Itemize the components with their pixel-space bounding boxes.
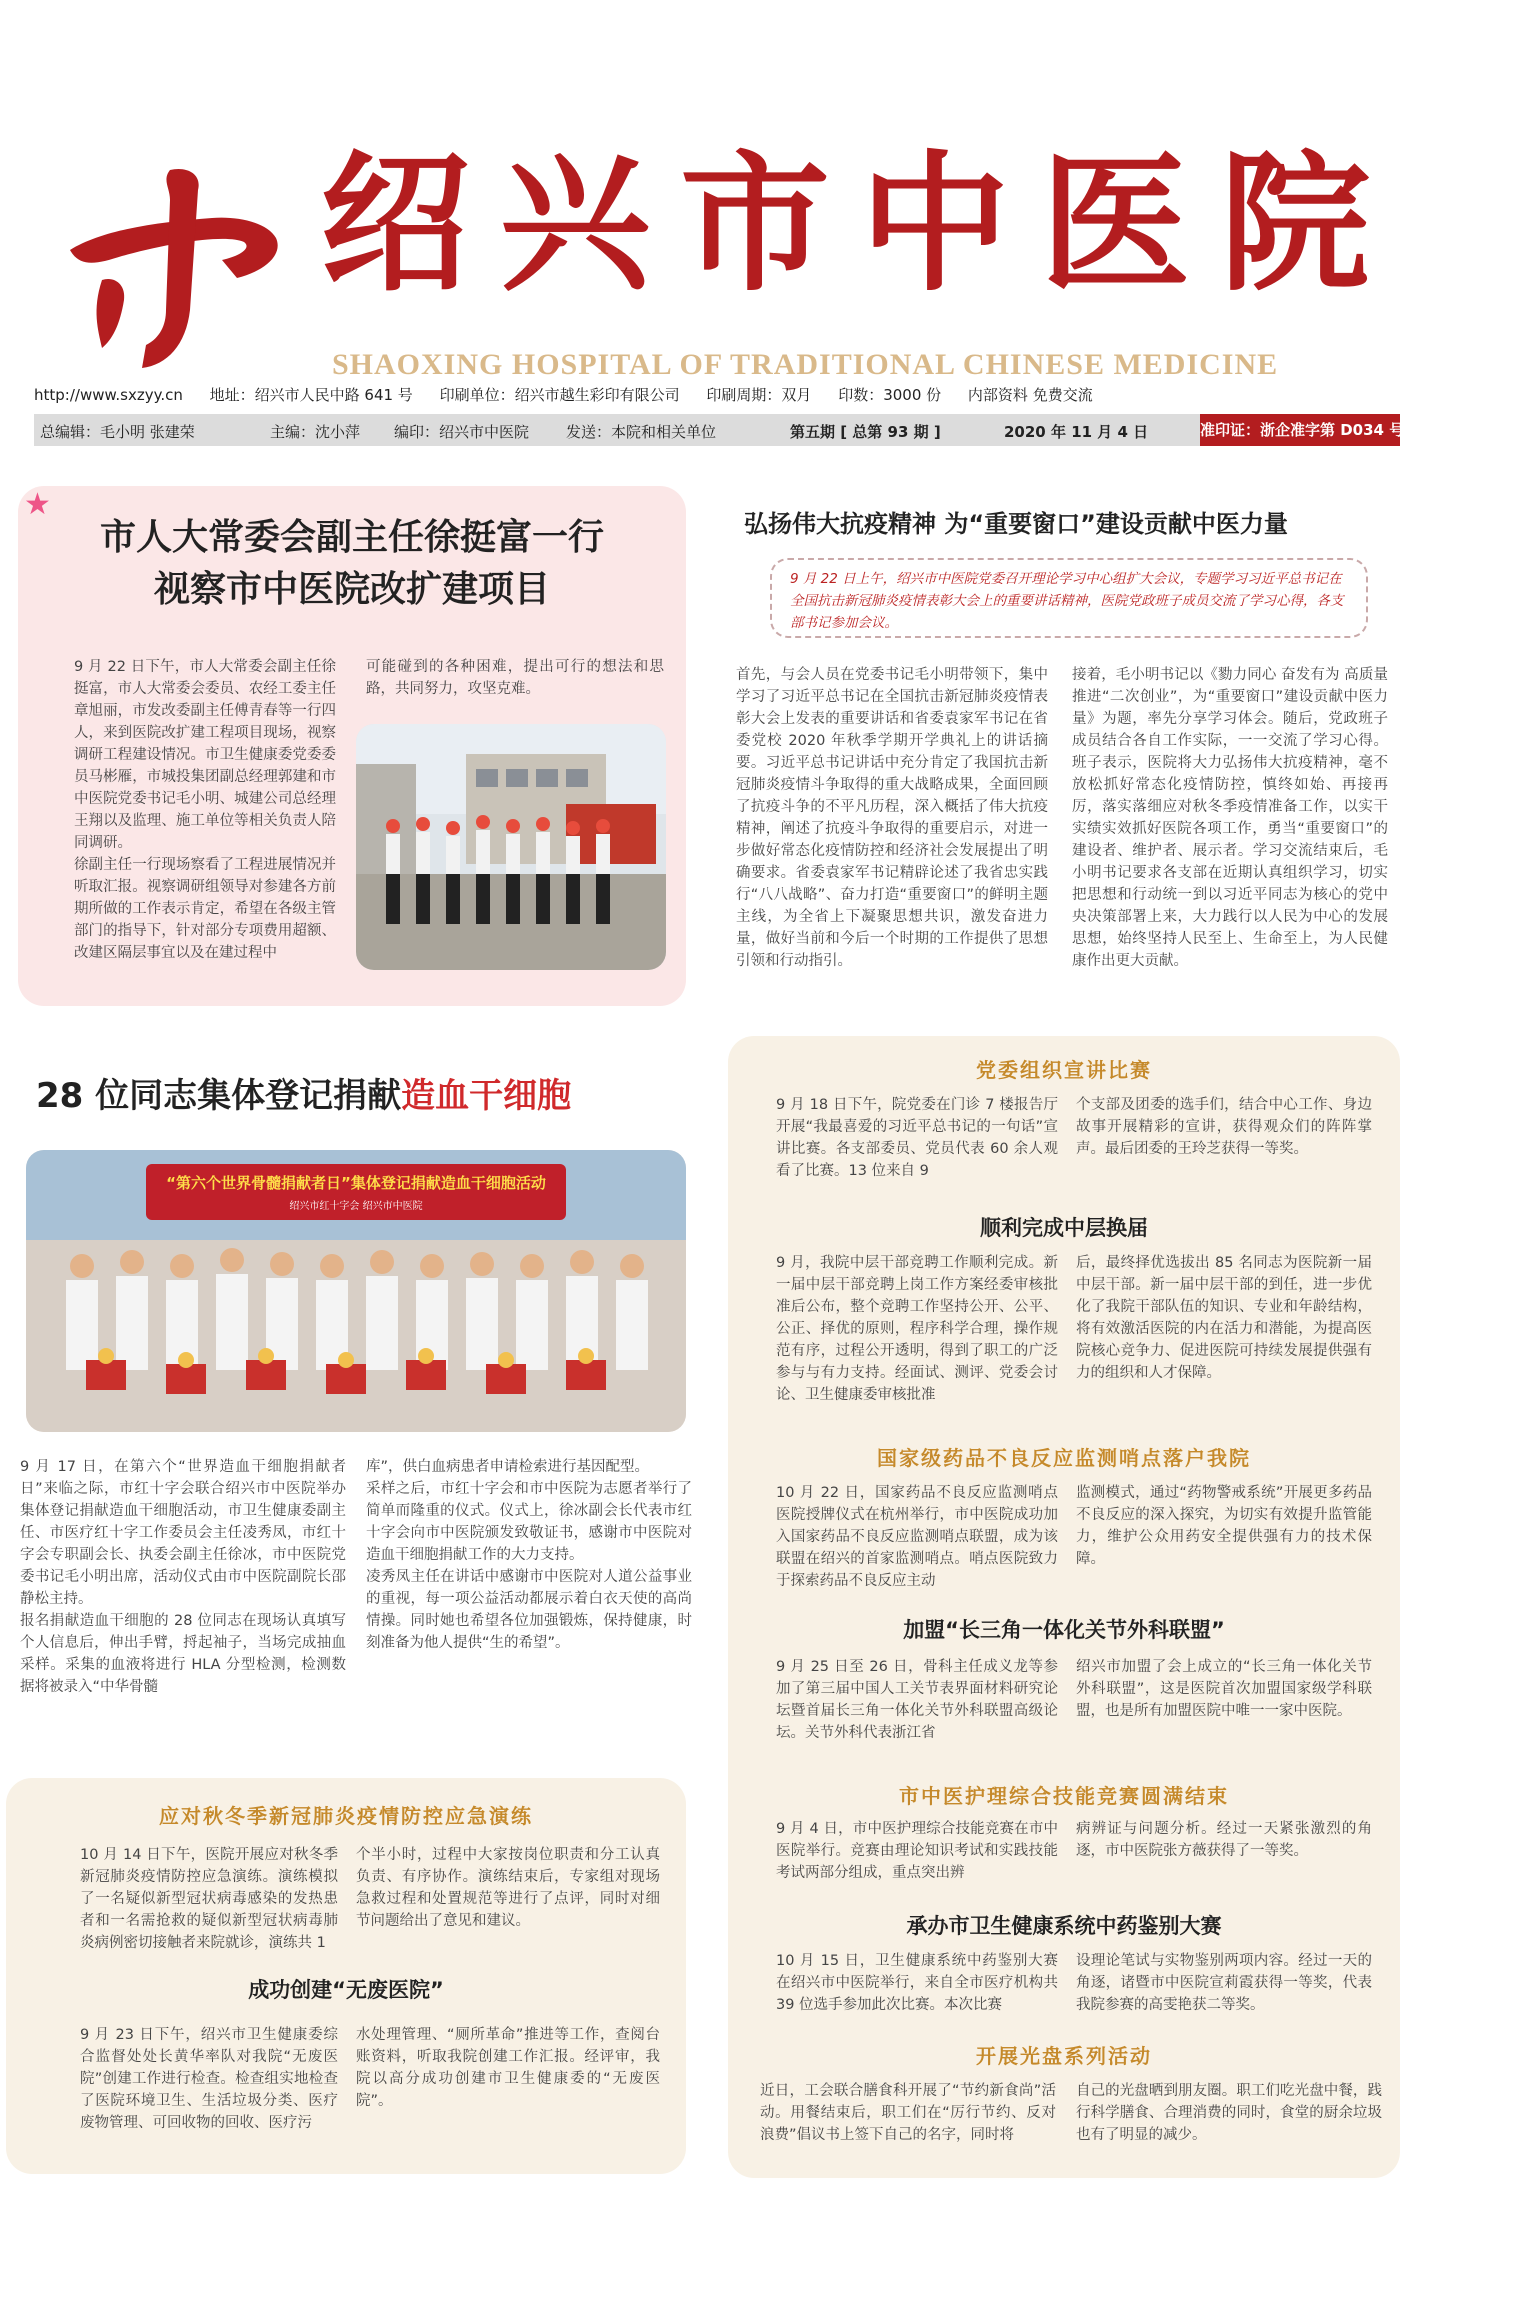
issue-number: 第五期 [ 总第 93 期 ]	[790, 423, 941, 441]
people-crowd-icon	[26, 1240, 686, 1432]
article-guangpan-col2: 自己的光盘晒到朋友圈。职工们吃光盘中餐，践行科学膳食、合理消费的同时，食堂的厨余垃圾也有了明显的减少。	[1076, 2083, 1382, 2143]
masthead-info-row	[34, 384, 1400, 405]
article-yaojian-col2: 设理论笔试与实物鉴别两项内容。经过一天的角逐，诸暨市中医院宣莉霞获得一等奖，代表我院参赛的高雯艳获二等奖。	[1076, 1953, 1372, 2013]
permit-badge: 准印证：浙企准字第 D034 号	[1200, 414, 1400, 446]
article-renda-col1: 9 月 22 日下午，市人大常委会副主任徐挺富，市人大常委会委员、农经工委主任章旭丽，市发改委副主任傅青春等一行四人，来到医院改扩建工程项目现场，视察调研工程建设情况。市卫生健康委党委委员马彬雁，市城投集团副总经理郭建和市中医院党委书记毛小明、城建公司总经理王翔以及监理、施工单位等相关负责人陪同调研。 徐副主任一行现场察看了工程进展情况并听取汇报。视察调研组领导对参建各方前期所做的工作表示肯定，希望在各级主管部门的指导下，针对部分专项费用超额、改建区隔层事宜以及在建过程中	[74, 659, 336, 961]
article-kangyi-summary: 9 月 22 日上午，绍兴市中医院党委召开理论学习中心组扩大会议，专题学习习近平总书记在全国抗击新冠肺炎疫情表彰大会上的重要讲话精神，医院党政班子成员交流了学习心得，各支部书记参加会议。	[770, 558, 1368, 638]
article-lianmeng-col1: 9 月 25 日至 26 日，骨科主任成义龙等参加了第三届中国人工关节表界面材料研究论坛暨首届长三角一体化关节外科联盟高级论坛。关节外科代表浙江省	[776, 1659, 1058, 1741]
article-wuyan-col1: 9 月 23 日下午，绍兴市卫生健康委综合监督处处长黄华率队对我院“无废医院”创建工作进行检查。检查组实地检查了医院环境卫生、生活垃圾分类、医疗废物管理、可回收物的回收、医疗污	[80, 2027, 338, 2131]
article-yanlian-col2: 个半小时，过程中大家按岗位职责和分工认真负责、有序协作。演练结束后，专家组对现场急救过程和处置规范等进行了点评，同时对细节问题给出了意见和建议。	[356, 1847, 660, 1929]
compiler: 编印：绍兴市中医院	[394, 423, 530, 441]
masthead-title: 绍兴市中医院	[320, 138, 1401, 312]
article-xuanjiang-col1: 9 月 18 日下午，院党委在门诊 7 楼报告厅开展“我最喜爱的习近平总书记的一句话”宣讲比赛。各支部委员、党员代表 60 余人观看了比赛。13 位来自 9	[776, 1097, 1058, 1179]
masthead-english: SHAOXING HOSPITAL OF TRADITIONAL CHINESE MEDICINE	[332, 348, 1279, 381]
event-banner-sub: 绍兴市红十字会 绍兴市中医院	[289, 1201, 423, 1212]
article-kangyi-col1: 首先，与会人员在党委书记毛小明带领下，集中学习了习近平总书记在全国抗击新冠肺炎疫情表彰大会上发表的重要讲话和省委袁家军书记在省委党校 2020 年秋季学期开学典礼上的讲话摘要。习近平总书记讲话中充分肯定了我国抗击新冠肺炎疫情斗争取得的重大战略成果，全面回顾了抗疫斗争的不平凡历程，深入概括了伟大抗疫精神，阐述了抗疫斗争取得的重要启示，对进一步做好常态化疫情防控和经济社会发展提出了明确要求。省委袁家军书记精辟论述了我省忠实践行“八八战略”、奋力打造“重要窗口”的鲜明主题主线，为全省上下凝聚思想共识，激发奋进力量，做好当前和今后一个时期的工作提供了思想引领和行动指引。	[736, 667, 1048, 969]
article-zaoxue-title	[36, 1068, 571, 1117]
article-guangpan-title: 开展光盘系列活动	[976, 2044, 1152, 2068]
article-kangyi-title: 弘扬伟大抗疫精神 为“重要窗口”建设贡献中医力量	[744, 510, 1288, 538]
article-yaojian-title: 承办市卫生健康系统中药鉴别大赛	[906, 1914, 1222, 1938]
article-xuanjiang-title: 党委组织宣讲比赛	[976, 1058, 1152, 1082]
distribution-note: 内部资料 免费交流	[967, 386, 1093, 404]
article-jiance-col2: 监测模式，通过“药物警戒系统”开展更多药品不良反应的深入探究，为切实有效提升监管能力，维护公众用药安全提供强有力的技术保障。	[1076, 1485, 1372, 1567]
article-huli-col1: 9 月 4 日，市中医护理综合技能竞赛在市中医院举行。竞赛由理论知识考试和实践技能考试两部分组成，重点突出辨	[776, 1821, 1058, 1881]
article-renda-col2: 可能碰到的各种困难，提出可行的想法和思路，共同努力，攻坚克难。	[366, 659, 664, 697]
article-jiance-col1: 10 月 22 日，国家药品不良反应监测哨点医院授牌仪式在杭州举行，市中医院成功加入国家药品不良反应监测哨点联盟，成为该联盟在绍兴的首家监测哨点。哨点医院致力于探索药品不良反应主动	[776, 1485, 1058, 1589]
article-huli-title: 市中医护理综合技能竞赛圆满结束	[899, 1784, 1229, 1808]
article-huanjie-col2: 后，最终择优选拔出 85 名同志为医院新一届中层干部。新一届中层干部的到任，进一步优化了我院干部队伍的知识、专业和年龄结构，将有效激活医院的内在活力和潜能，为提高医院核心竞争力、促进医院可持续发展提供强有力的组织和人才保障。	[1076, 1255, 1372, 1381]
article-huanjie-title: 顺利完成中层换届	[980, 1216, 1148, 1240]
article-lianmeng-col2: 绍兴市加盟了会上成立的“长三角一体化关节外科联盟”，这是医院首次加盟国家级学科联盟，也是所有加盟医院中唯一一家中医院。	[1076, 1659, 1372, 1719]
article-kangyi-col2: 接着，毛小明书记以《勠力同心 奋发有为 高质量推进“二次创业”，为“重要窗口”建设贡献中医力量》为题，率先分享学习体会。随后，党政班子成员结合各自工作实际，一一交流了学习心得。班子表示，医院将大力弘扬伟大抗疫精神，毫不放松抓好常态化疫情防控，慎终如始、再接再厉，落实落细应对秋冬季疫情准备工作，以实干实绩实效抓好医院各项工作，勇当“重要窗口”的建设者、维护者、展示者。学习交流结束后，毛小明书记要求各支部在近期认真组织学习，切实把思想和行动统一到以习近平同志为核心的党中央决策部署上来，大力践行以人民为中心的发展思想，始终坚持人民至上、生命至上，为人民健康作出更大贡献。	[1072, 667, 1388, 969]
article-zaoxue-col2: 库”，供白血病患者申请检索进行基因配型。 采样之后，市红十字会和市中医院为志愿者举行了简单而隆重的仪式。仪式上，徐冰副会长代表市红十字会向市中医院颁发致敬证书，感谢市中医院对造血干细胞捐献工作的大力支持。 凌秀凤主任在讲话中感谢市中医院对人道公益事业的重视，每一项公益活动都展示着白衣天使的高尚情操。同时她也希望各位加强锻炼，保持健康，时刻准备为他人提供“生的希望”。	[366, 1459, 692, 1651]
editor: 主编：沈小萍	[270, 423, 361, 441]
construction-site-photo	[356, 724, 666, 970]
article-zaoxue-title-black: 28 位同志集体登记捐献	[36, 1076, 402, 1116]
article-huanjie-col1: 9 月，我院中层干部竞聘工作顺利完成。新一届中层干部竞聘上岗工作方案经委审核批准后公布，整个竞聘工作坚持公开、公平、公正、择优的原则，程序科学合理，操作规范有序，过程公开透明，得到了职工的广泛参与与有力支持。经面试、测评、党委会讨论、卫生健康委审核批准	[776, 1255, 1058, 1403]
print-copies: 印数：3000 份	[838, 386, 942, 404]
event-banner	[146, 1164, 566, 1220]
article-xuanjiang-col2: 个支部及团委的选手们，结合中心工作、身边故事开展精彩的宣讲，获得观众们的阵阵掌声。最后团委的王玲芝获得一等奖。	[1076, 1097, 1372, 1157]
article-yanlian-col1: 10 月 14 日下午，医院开展应对秋冬季新冠肺炎疫情防控应急演练。演练模拟了一名疑似新型冠状病毒感染的发热患者和一名需抢救的疑似新型冠状病毒肺炎病例密切接触者来院就诊，演练共 1	[80, 1847, 338, 1951]
printer: 印刷单位：绍兴市越生彩印有限公司	[439, 386, 680, 404]
article-zaoxue-col1: 9 月 17 日，在第六个“世界造血干细胞捐献者日”来临之际，市红十字会联合绍兴市中医院举办集体登记捐献造血干细胞活动，市卫生健康委副主任、市医疗红十字工作委员会主任凌秀凤，市红十字会专职副会长、执委会副主任徐冰，市中医院党委书记毛小明出席，活动仪式由市中医院副院长邵静松主持。 报名捐献造血干细胞的 28 位同志在现场认真填写个人信息后，伸出手臂，捋起袖子，当场完成抽血采样。采集的血液将进行 HLA 分型检测，检测数据将被录入“中华骨髓	[20, 1459, 346, 1695]
masthead-editorial-bar	[34, 414, 1405, 446]
article-yaojian-col1: 10 月 15 日，卫生健康系统中药鉴别大赛在绍兴市中医院举行，来自全市医疗机构共 39 位选手参加此次比赛。本次比赛	[776, 1953, 1058, 2013]
donation-group-photo	[26, 1150, 686, 1432]
article-guangpan-col1: 近日，工会联合膳食科开展了“节约新食尚”活动。用餐结束后，职工们在“厉行节约、反对浪费”倡议书上签下自己的名字，同时将	[760, 2083, 1056, 2143]
article-renda-title-2: 视察市中医院改扩建项目	[153, 569, 550, 610]
article-zaoxue-title-red: 造血干细胞	[401, 1076, 572, 1116]
article-huli-col2: 病辨证与问题分析。经过一天紧张激烈的角逐，市中医院张方薇获得了一等奖。	[1076, 1821, 1372, 1859]
editor-chief: 总编辑：毛小明 张建荣	[40, 423, 195, 441]
article-lianmeng-title: 加盟“长三角一体化关节外科联盟”	[903, 1618, 1225, 1642]
hospital-logo-icon	[62, 160, 292, 370]
article-jiance-title: 国家级药品不良反应监测哨点落户我院	[877, 1446, 1251, 1470]
print-cycle: 印刷周期：双月	[706, 386, 812, 404]
distribution: 发送：本院和相关单位	[566, 423, 717, 441]
article-renda-title-1: 市人大常委会副主任徐挺富一行	[99, 517, 604, 558]
article-yanlian-title: 应对秋冬季新冠肺炎疫情防控应急演练	[159, 1804, 533, 1828]
event-banner-text: “第六个世界骨髓捐献者日”集体登记捐献造血干细胞活动	[166, 1174, 546, 1192]
article-wuyan-col2: 水处理管理、“厕所革命”推进等工作，查阅台账资料，听取我院创建工作汇报。经评审，我院以高分成功创建市卫生健康委的“无废医院”。	[356, 2027, 660, 2109]
star-decoration-icon: ★	[24, 487, 51, 522]
website-link[interactable]: http://www.sxzyy.cn	[34, 386, 183, 404]
article-wuyan-title: 成功创建“无废医院”	[248, 1978, 444, 2002]
address: 地址：绍兴市人民中路 641 号	[209, 386, 413, 404]
issue-date: 2020 年 11 月 4 日	[1004, 423, 1149, 441]
